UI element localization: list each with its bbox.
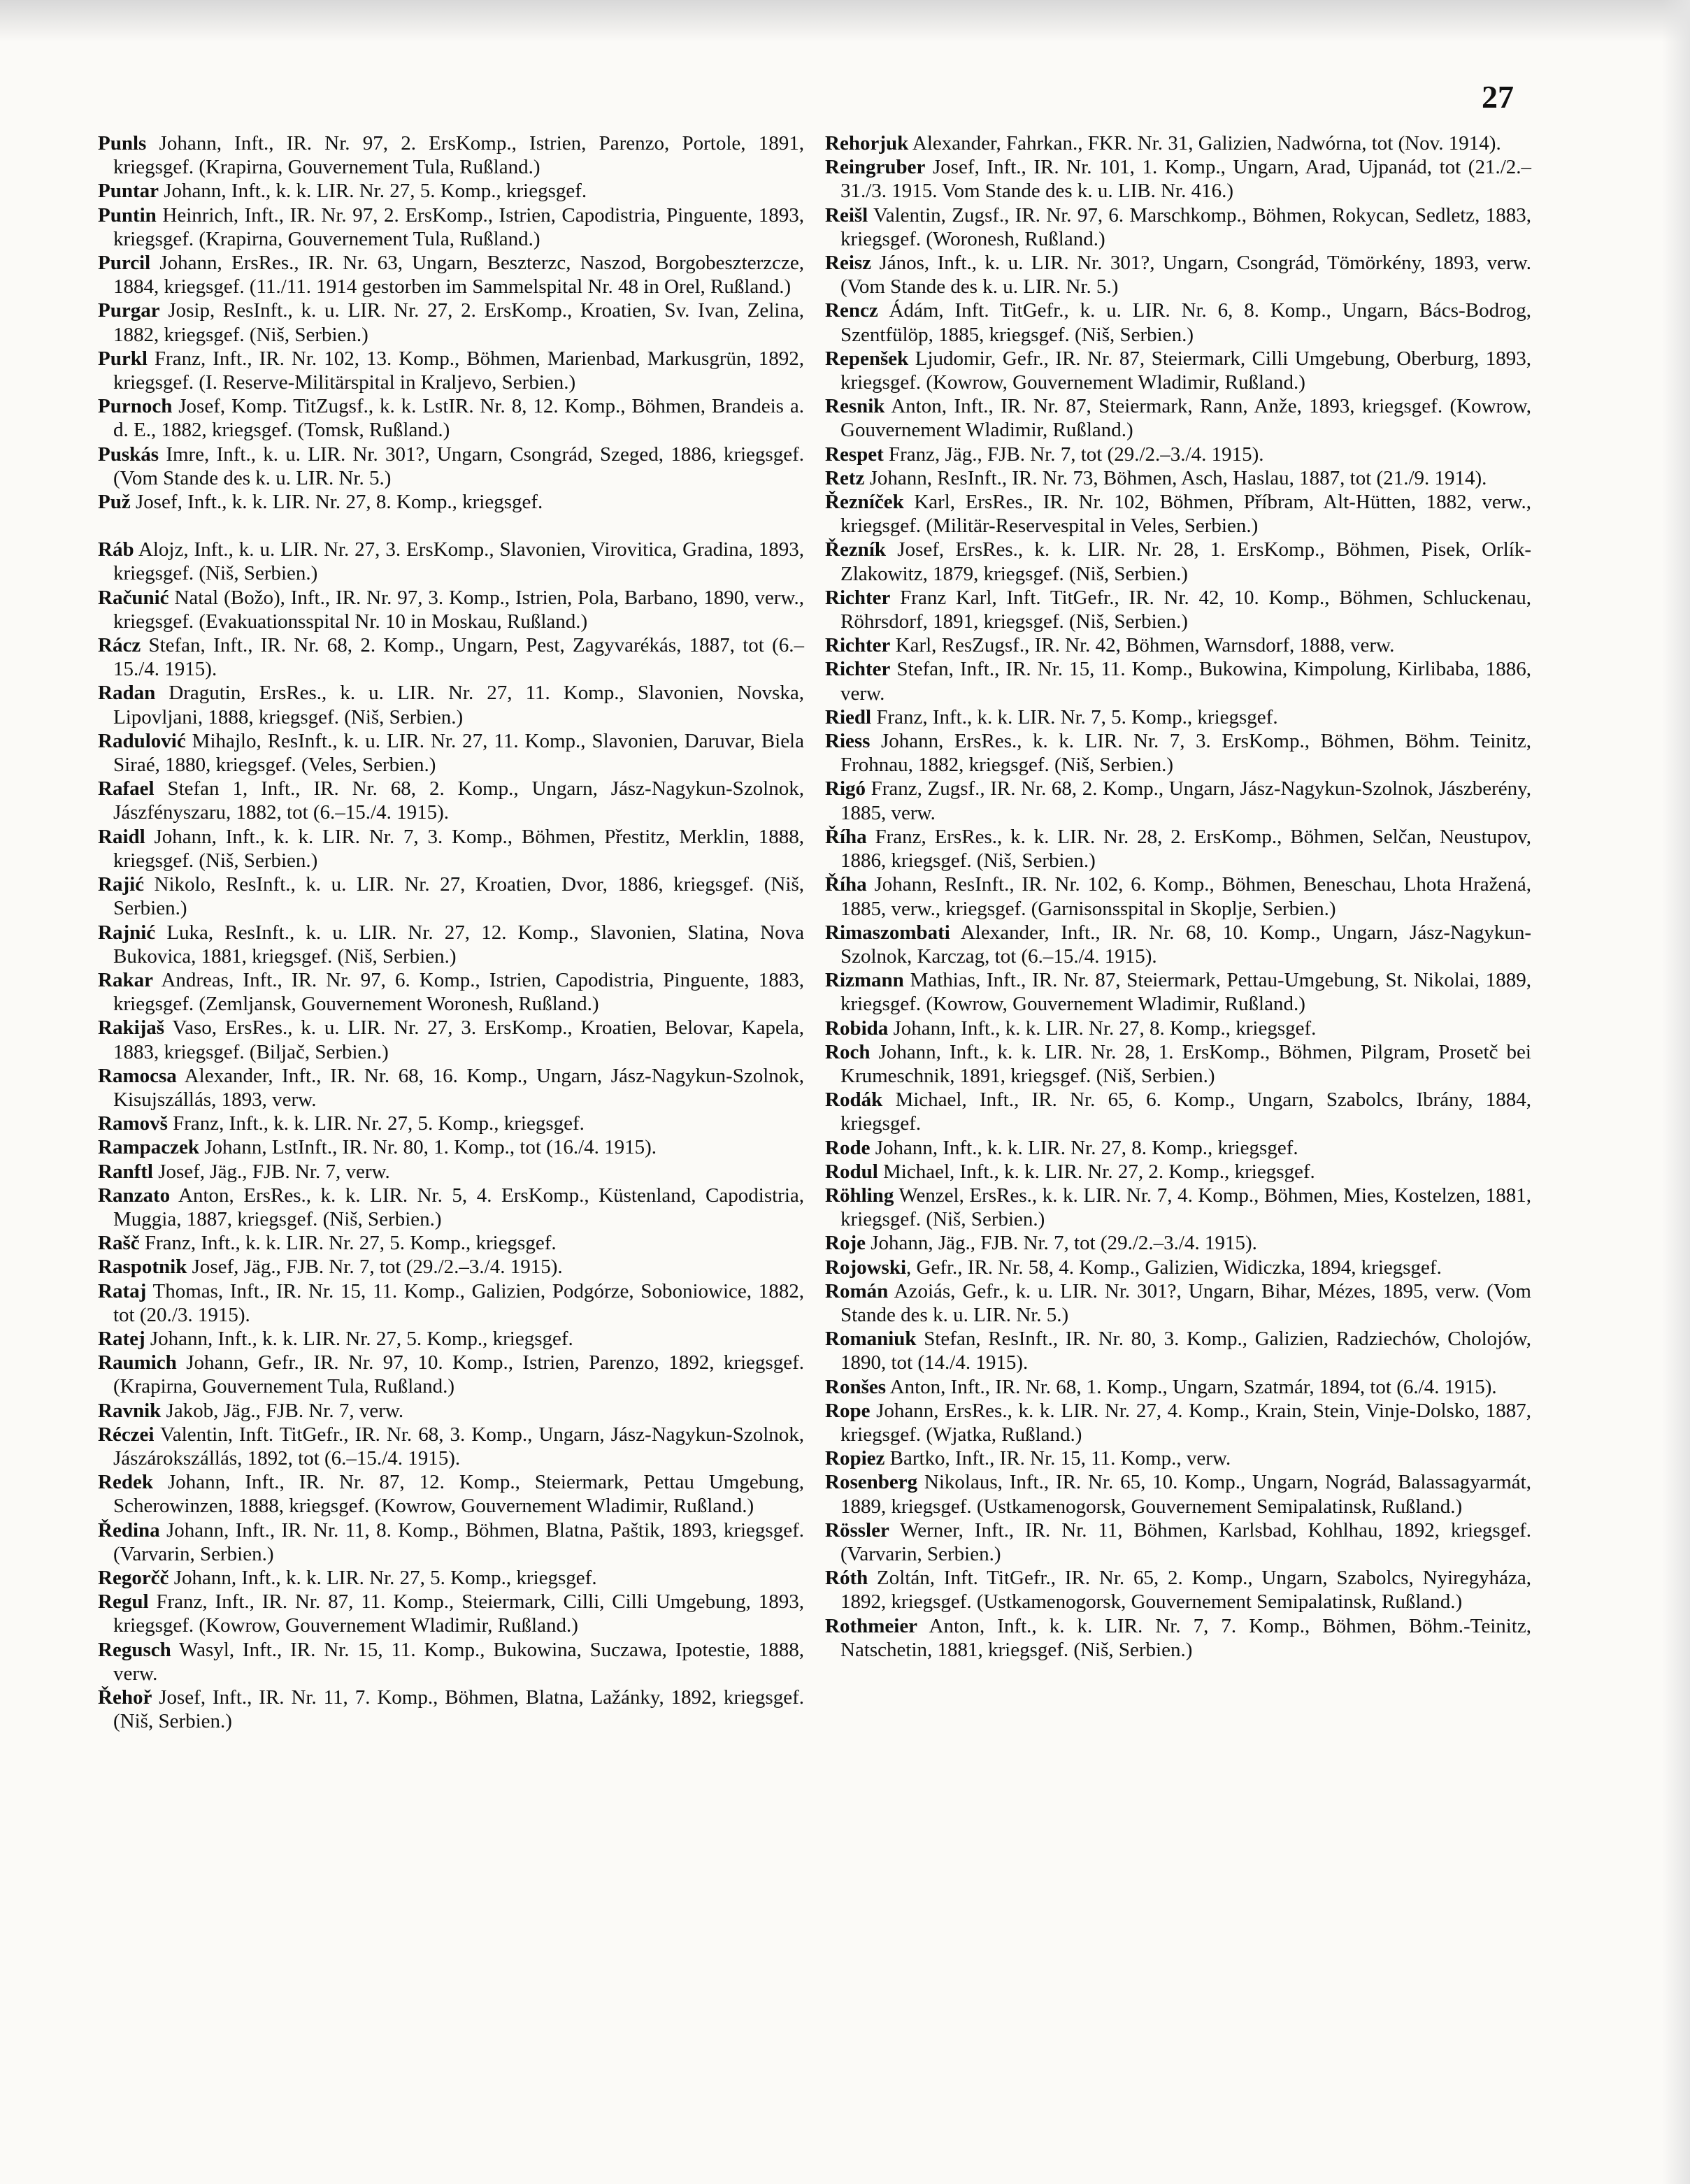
- page-number: 27: [1482, 79, 1514, 115]
- entry-details: Dragutin, ErsRes., k. u. LIR. Nr. 27, 11. Komp., Slavonien, Novska, Lipovljani, 1888, kriegsgef. (Niš, Serbien.): [113, 682, 804, 728]
- register-entry: [825, 657, 1531, 705]
- entry-details: Andreas, Inft., IR. Nr. 97, 6. Komp., Istrien, Capodistria, Pinguente, 1883, kriegsgef. (Zemljansk, Gouvernement Woronesh, Rußland.): [113, 968, 804, 1016]
- register-entry: [825, 1231, 1531, 1255]
- entry-surname: Regorčč: [98, 1566, 169, 1589]
- entry-details: Franz, Inft., k. k. LIR. Nr. 27, 5. Komp., kriegsgef.: [139, 1232, 557, 1255]
- entry-surname: Ravnik: [98, 1399, 162, 1422]
- entry-surname: Rössler: [825, 1518, 889, 1542]
- entry-surname: Rafael: [98, 777, 155, 800]
- register-entry: [98, 347, 804, 394]
- entry-surname: Respet: [825, 443, 884, 466]
- entry-surname: Purnoch: [98, 395, 173, 418]
- register-entry: [825, 1160, 1531, 1184]
- register-entry: [825, 1518, 1531, 1566]
- entry-surname: Řehoř: [98, 1686, 152, 1709]
- entry-details: Franz, Inft., k. k. LIR. Nr. 27, 5. Komp., kriegsgef.: [167, 1112, 585, 1135]
- entry-details: Luka, ResInft., k. u. LIR. Nr. 27, 12. Komp., Slavonien, Slatina, Nova Bukovica, 1881, kriegsgef. (Niš, Serbien.): [113, 921, 804, 968]
- entry-details: Alojz, Inft., k. u. LIR. Nr. 27, 3. ErsKomp., Slavonien, Virovitica, Gradina, 1893, kriegsgef. (Niš, Serbien.): [113, 538, 804, 585]
- entry-surname: Puntar: [98, 180, 159, 203]
- entry-surname: Purgar: [98, 299, 160, 322]
- entry-details: Karl, ErsRes., IR. Nr. 102, Böhmen, Příbram, Alt-Hütten, 1882, verw., kriegsgef. (Militär-Reservespital in Veles, Serbien.): [840, 491, 1531, 538]
- entry-details: Josef, ErsRes., k. k. LIR. Nr. 28, 1. ErsKomp., Böhmen, Pisek, Orlík-Zlakowitz, 1879, kriegsgef. (Niš, Serbien.): [840, 538, 1531, 585]
- entry-surname: Róth: [825, 1567, 868, 1590]
- entry-details: Johann, ErsRes., k. k. LIR. Nr. 7, 3. ErsKomp., Böhmen, Böhm. Teinitz, Frohnau, 1882, kriegsgef. (Niš, Serbien.): [840, 730, 1531, 777]
- register-entry: [825, 1566, 1531, 1614]
- entry-details: Johann, LstInft., IR. Nr. 80, 1. Komp., tot (16./4. 1915).: [199, 1136, 657, 1159]
- entry-surname: Reišl: [825, 203, 868, 227]
- entry-details: Thomas, Inft., IR. Nr. 15, 11. Komp., Galizien, Podgórze, Soboniowice, 1882, tot (20./3. 1915).: [113, 1279, 804, 1326]
- entry-details: Johann, Inft., IR. Nr. 87, 12. Komp., Steiermark, Pettau Umgebung, Scherowinzen, 1888, kriegsgef. (Kowrow, Gouvernement Wladimir, Rußland.): [113, 1471, 804, 1518]
- register-entry: [825, 705, 1531, 729]
- scan-top-shadow: [0, 0, 1690, 42]
- entry-surname: Rakar: [98, 968, 153, 991]
- register-entry: [98, 394, 804, 442]
- register-entry: [98, 1184, 804, 1231]
- entry-details: Johann, ErsRes., k. k. LIR. Nr. 27, 4. Komp., Krain, Stein, Vinje-Dolsko, 1887, kriegsgef. (Wjatka, Rußland.): [840, 1399, 1531, 1446]
- register-entry: [825, 777, 1531, 824]
- register-entry: [825, 490, 1531, 538]
- register-entry: [825, 1614, 1531, 1662]
- entry-details: Jakob, Jäg., FJB. Nr. 7, verw.: [161, 1399, 404, 1422]
- register-entry: [98, 1686, 804, 1733]
- entry-surname: Roje: [825, 1232, 866, 1255]
- entry-surname: Repenšek: [825, 347, 909, 370]
- entry-details: Josef, Jäg., FJB. Nr. 7, verw.: [152, 1160, 390, 1183]
- register-entry: [98, 825, 804, 872]
- entry-surname: Roch: [825, 1040, 871, 1063]
- entry-details: Valentin, Zugsf., IR. Nr. 97, 6. Marschkomp., Böhmen, Rokycan, Sedletz, 1883, kriegsgef. (Woronesh, Rußland.): [840, 203, 1531, 250]
- entry-details: Michael, Inft., IR. Nr. 65, 6. Komp., Ungarn, Szabolcs, Ibrány, 1884, kriegsgef.: [840, 1089, 1531, 1135]
- entry-details: Johann, Inft., IR. Nr. 11, 8. Komp., Böhmen, Blatna, Paštik, 1893, kriegsgef. (Varvarin, Serbien.): [113, 1518, 804, 1565]
- register-entry: [825, 586, 1531, 633]
- entry-surname: Rigó: [825, 777, 866, 800]
- entry-surname: Richter: [825, 658, 891, 681]
- register-entry: [98, 1064, 804, 1112]
- entry-surname: Redek: [98, 1471, 153, 1494]
- entry-details: Johann, Inft., k. k. LIR. Nr. 27, 5. Komp., kriegsgef.: [169, 1566, 597, 1589]
- register-entry: [825, 872, 1531, 920]
- entry-surname: Román: [825, 1279, 889, 1302]
- entry-surname: Říha: [825, 825, 867, 848]
- entry-details: Mihajlo, ResInft., k. u. LIR. Nr. 27, 11. Komp., Slavonien, Daruvar, Biela Siraé, 1880, kriegsgef. (Veles, Serbien.): [113, 729, 804, 777]
- register-entry: [825, 347, 1531, 394]
- register-entry: [825, 1470, 1531, 1518]
- register-entry: [98, 1518, 804, 1566]
- register-entry: [825, 1088, 1531, 1135]
- entry-surname: Rehorjuk: [825, 132, 909, 155]
- register-entry: [98, 1638, 804, 1686]
- register-entry: [98, 443, 804, 490]
- entry-surname: Říha: [825, 873, 867, 896]
- entry-details: Franz, Zugsf., IR. Nr. 68, 2. Komp., Ungarn, Jász-Nagykun-Szolnok, Jászberény, 1885, verw.: [840, 777, 1531, 824]
- register-entry: [98, 1160, 804, 1184]
- entry-details: Stefan, ResInft., IR. Nr. 80, 3. Komp., Galizien, Radziechów, Cholojów, 1890, tot (14./4. 1915).: [840, 1328, 1531, 1374]
- register-entry: [98, 251, 804, 299]
- entry-surname: Resnik: [825, 395, 885, 418]
- entry-surname: Rakijaš: [98, 1016, 165, 1040]
- entry-details: Josef, Inft., IR. Nr. 11, 7. Komp., Böhmen, Blatna, Lažánky, 1892, kriegsgef. (Niš, Serbien.): [113, 1686, 804, 1733]
- entry-details: Nikolo, ResInft., k. u. LIR. Nr. 27, Kroatien, Dvor, 1886, kriegsgef. (Niš, Serbien.): [113, 873, 804, 920]
- register-entry: [98, 490, 804, 514]
- register-entry: [98, 1112, 804, 1135]
- entry-surname: Riess: [825, 730, 871, 753]
- register-entry: [825, 251, 1531, 299]
- entry-surname: Rašč: [98, 1232, 140, 1255]
- register-entry: [825, 299, 1531, 346]
- register-entry: [825, 155, 1531, 203]
- entry-surname: Réczei: [98, 1423, 155, 1446]
- register-entry: [825, 131, 1531, 155]
- entry-surname: Ronšes: [825, 1375, 887, 1398]
- entry-surname: Řezníček: [825, 491, 904, 514]
- entry-surname: Romaniuk: [825, 1328, 917, 1351]
- register-entry: [825, 1399, 1531, 1446]
- entry-details: Josip, ResInft., k. u. LIR. Nr. 27, 2. ErsKomp., Kroatien, Sv. Ivan, Zelina, 1882, kriegsgef. (Niš, Serbien.): [113, 299, 804, 346]
- entry-surname: Radulović: [98, 729, 186, 752]
- entry-details: Josef, Inft., k. k. LIR. Nr. 27, 8. Komp., kriegsgef.: [130, 491, 543, 514]
- entry-surname: Rosenberg: [825, 1471, 918, 1494]
- register-entry: [825, 538, 1531, 585]
- entry-details: Alexander, Inft., IR. Nr. 68, 10. Komp., Ungarn, Jász-Nagykun-Szolnok, Karczag, tot (6.–15./4. 1915).: [840, 921, 1531, 968]
- entry-details: Johann, Inft., k. k. LIR. Nr. 27, 8. Komp., kriegsgef.: [888, 1016, 1317, 1040]
- register-entry: [98, 681, 804, 728]
- entry-surname: Rojowski: [825, 1256, 907, 1279]
- register-entry: [825, 1136, 1531, 1160]
- register-entry: [825, 394, 1531, 442]
- register-entry: [825, 1184, 1531, 1231]
- entry-surname: Richter: [825, 634, 891, 657]
- register-entry: [825, 1256, 1531, 1279]
- entry-details: Karl, ResZugsf., IR. Nr. 42, Böhmen, Warnsdorf, 1888, verw.: [890, 634, 1395, 657]
- entry-surname: Raumich: [98, 1351, 177, 1374]
- entry-details: János, Inft., k. u. LIR. Nr. 301?, Ungarn, Csongrád, Tömörkény, 1893, verw. (Vom Stande des k. u. LIR. Nr. 5.): [840, 252, 1531, 299]
- entry-surname: Ramovš: [98, 1112, 168, 1135]
- entry-details: Stefan, Inft., IR. Nr. 68, 2. Komp., Ungarn, Pest, Zagyvarékás, 1887, tot (6.–15./4. 1915).: [113, 634, 804, 681]
- scan-right-shadow: [1662, 0, 1690, 2184]
- entry-details: Anton, ErsRes., k. k. LIR. Nr. 5, 4. ErsKomp., Küstenland, Capodistria, Muggia, 1887, kriegsgef. (Niš, Serbien.): [113, 1184, 804, 1230]
- register-entry: [98, 1279, 804, 1327]
- entry-details: Vaso, ErsRes., k. u. LIR. Nr. 27, 3. ErsKomp., Kroatien, Belovar, Kapela, 1883, kriegsgef. (Biljač, Serbien.): [113, 1016, 804, 1063]
- entry-details: Bartko, Inft., IR. Nr. 15, 11. Komp., verw.: [885, 1447, 1231, 1470]
- register-entry: [98, 299, 804, 346]
- entry-surname: Riedl: [825, 705, 872, 728]
- entry-surname: Rácz: [98, 634, 141, 657]
- register-entry: [98, 968, 804, 1016]
- entry-surname: Reingruber: [825, 156, 926, 179]
- entry-details: Johann, Inft., k. k. LIR. Nr. 27, 5. Komp., kriegsgef.: [159, 180, 587, 203]
- left-column: [98, 131, 804, 1733]
- entry-details: Johann, Inft., k. k. LIR. Nr. 7, 3. Komp., Böhmen, Přestitz, Merklin, 1888, kriegsgef. (Niš, Serbien.): [113, 825, 804, 872]
- entry-surname: Raidl: [98, 825, 145, 848]
- entry-surname: Rodul: [825, 1160, 878, 1183]
- entry-details: Mathias, Inft., IR. Nr. 87, Steiermark, Pettau-Umgebung, St. Nikolai, 1889, kriegsgef. (Kowrow, Gouvernement Wladimir, Rußland.): [840, 969, 1531, 1016]
- register-entry: [825, 921, 1531, 968]
- register-entry: [98, 1470, 804, 1518]
- entry-surname: Regusch: [98, 1638, 171, 1661]
- entry-surname: Rataj: [98, 1279, 147, 1302]
- register-entry: [98, 1255, 804, 1279]
- entry-details: Johann, Inft., k. k. LIR. Nr. 27, 5. Komp., kriegsgef.: [145, 1327, 573, 1350]
- entry-surname: Rampaczek: [98, 1136, 199, 1159]
- register-entry: [825, 1040, 1531, 1088]
- entry-details: Michael, Inft., k. k. LIR. Nr. 27, 2. Komp., kriegsgef.: [878, 1160, 1315, 1183]
- entry-details: Imre, Inft., k. u. LIR. Nr. 301?, Ungarn, Csongrád, Szeged, 1886, kriegsgef. (Vom Stande des k. u. LIR. Nr. 5.): [113, 443, 804, 489]
- register-entry: [98, 777, 804, 824]
- entry-details: Azoiás, Gefr., k. u. LIR. Nr. 301?, Ungarn, Bihar, Mézes, 1895, verw. (Vom Stande des k. u. LIR. Nr. 5.): [840, 1279, 1531, 1326]
- entry-surname: Puž: [98, 491, 131, 514]
- register-entry: [825, 1016, 1531, 1040]
- register-entry: [98, 586, 804, 633]
- entry-surname: Ranftl: [98, 1160, 153, 1183]
- entry-surname: Řezník: [825, 538, 886, 561]
- entry-surname: Rimaszombati: [825, 921, 950, 944]
- entry-details: Franz, ErsRes., k. k. LIR. Nr. 28, 2. ErsKomp., Böhmen, Selčan, Neustupov, 1886, kriegsgef. (Niš, Serbien.): [840, 825, 1531, 872]
- entry-details: Anton, Inft., k. k. LIR. Nr. 7, 7. Komp., Böhmen, Böhm.-Teinitz, Natschetin, 1881, kriegsgef. (Niš, Serbien.): [840, 1614, 1531, 1661]
- entry-details: Wenzel, ErsRes., k. k. LIR. Nr. 7, 4. Komp., Böhmen, Mies, Kostelzen, 1881, kriegsgef. (Niš, Serbien.): [840, 1184, 1531, 1231]
- register-entry: [98, 538, 804, 585]
- register-entry: [98, 1590, 804, 1637]
- register-entry: [98, 921, 804, 968]
- entry-details: Josef, Komp. TitZugsf., k. k. LstIR. Nr. 8, 12. Komp., Böhmen, Brandeis a. d. E., 1882, kriegsgef. (Tomsk, Rußland.): [113, 395, 804, 442]
- entry-details: Anton, Inft., IR. Nr. 87, Steiermark, Rann, Anže, 1893, kriegsgef. (Kowrow, Gouvernement Wladimir, Rußland.): [840, 395, 1531, 442]
- entry-details: Franz, Inft., k. k. LIR. Nr. 7, 5. Komp., kriegsgef.: [871, 705, 1278, 728]
- entry-surname: Rode: [825, 1136, 871, 1159]
- register-entry: [98, 1231, 804, 1255]
- register-entry: [825, 1446, 1531, 1470]
- register-entry: [825, 1279, 1531, 1327]
- register-entry: [98, 131, 804, 179]
- entry-details: Anton, Inft., IR. Nr. 68, 1. Komp., Ungarn, Szatmár, 1894, tot (6./4. 1915).: [886, 1375, 1497, 1398]
- register-entry: [825, 1327, 1531, 1374]
- entry-details: Werner, Inft., IR. Nr. 11, Böhmen, Karlsbad, Kohlhau, 1892, kriegsgef. (Varvarin, Serbien.): [840, 1518, 1531, 1565]
- entry-surname: Ráb: [98, 538, 134, 561]
- register-entry: [825, 825, 1531, 872]
- entry-surname: Puntin: [98, 203, 157, 227]
- entry-details: Alexander, Fahrkan., FKR. Nr. 31, Galizien, Nadwórna, tot (Nov. 1914).: [908, 132, 1501, 155]
- entry-surname: Rencz: [825, 299, 878, 322]
- entry-details: Wasyl, Inft., IR. Nr. 15, 11. Komp., Bukowina, Suczawa, Ipotestie, 1888, verw.: [113, 1638, 804, 1685]
- entry-details: Franz, Jäg., FJB. Nr. 7, tot (29./2.–3./4. 1915).: [883, 443, 1264, 466]
- entry-surname: Reisz: [825, 252, 872, 275]
- entry-surname: Radan: [98, 682, 156, 705]
- register-entry: [98, 1399, 804, 1423]
- register-entry: [825, 633, 1531, 657]
- entry-details: Ljudomir, Gefr., IR. Nr. 87, Steiermark, Cilli Umgebung, Oberburg, 1893, kriegsgef. (Kowrow, Gouvernement Wladimir, Rußland.): [840, 347, 1531, 394]
- entry-details: Johann, Inft., IR. Nr. 97, 2. ErsKomp., Istrien, Parenzo, Portole, 1891, kriegsgef. (Krapirna, Gouvernement Tula, Rußland.): [113, 132, 804, 179]
- entry-details: Stefan, Inft., IR. Nr. 15, 11. Komp., Bukowina, Kimpolung, Kirlibaba, 1886, verw.: [840, 658, 1531, 705]
- entry-surname: Ředina: [98, 1518, 160, 1542]
- entry-surname: Rajnić: [98, 921, 156, 944]
- entry-details: Franz, Inft., IR. Nr. 87, 11. Komp., Steiermark, Cilli, Cilli Umgebung, 1893, kriegsgef. (Kowrow, Gouvernement Wladimir, Rußland.): [113, 1590, 804, 1637]
- entry-surname: Ratej: [98, 1327, 145, 1350]
- entry-details: Alexander, Inft., IR. Nr. 68, 16. Komp., Ungarn, Jász-Nagykun-Szolnok, Kisujszállás, 1893, verw.: [113, 1064, 804, 1111]
- register-entry: [825, 729, 1531, 777]
- register-entry: [825, 466, 1531, 490]
- entry-surname: Rodák: [825, 1089, 883, 1112]
- entry-surname: Puskás: [98, 443, 159, 466]
- register-entry: [98, 729, 804, 777]
- register-entry: [98, 1423, 804, 1470]
- entry-details: Johann, ResInft., IR. Nr. 73, Böhmen, Asch, Haslau, 1887, tot (21./9. 1914).: [864, 466, 1487, 489]
- entry-details: Franz Karl, Inft. TitGefr., IR. Nr. 42, 10. Komp., Böhmen, Schluckenau, Röhrsdorf, 1891, kriegsgef. (Niš, Serbien.): [840, 586, 1531, 633]
- entry-details: Zoltán, Inft. TitGefr., IR. Nr. 65, 2. Komp., Ungarn, Szabolcs, Nyiregyháza, 1892, kriegsgef. (Ustkamenogorsk, Gouvernement Semipalatinsk, Rußland.): [840, 1567, 1531, 1614]
- register-entry: [98, 1135, 804, 1159]
- entry-details: Stefan 1, Inft., IR. Nr. 68, 2. Komp., Ungarn, Jász-Nagykun-Szolnok, Jászfényszaru, 1882, tot (6.–15./4. 1915).: [113, 777, 804, 824]
- register-entry: [825, 968, 1531, 1016]
- entry-details: Ádám, Inft. TitGefr., k. u. LIR. Nr. 6, 8. Komp., Ungarn, Bács-Bodrog, Szentfülöp, 1885, kriegsgef. (Niš, Serbien.): [840, 299, 1531, 346]
- register-entry: [98, 872, 804, 920]
- entry-details: Natal (Božo), Inft., IR. Nr. 97, 3. Komp., Istrien, Pola, Barbano, 1890, verw., kriegsgef. (Evakuationsspital Nr. 10 in Moskau, Rußland.): [113, 586, 804, 633]
- entry-surname: Rajić: [98, 873, 145, 896]
- register-entry: [98, 179, 804, 203]
- entry-details: Valentin, Inft. TitGefr., IR. Nr. 68, 3. Komp., Ungarn, Jász-Nagykun-Szolnok, Jászárokszállás, 1892, tot (6.–15./4. 1915).: [113, 1423, 804, 1470]
- entry-surname: Röhling: [825, 1184, 894, 1207]
- right-column: [825, 131, 1531, 1662]
- entry-surname: Richter: [825, 586, 891, 609]
- entry-surname: Retz: [825, 466, 865, 489]
- entry-details: Johann, Jäg., FJB. Nr. 7, tot (29./2.–3./4. 1915).: [865, 1232, 1257, 1255]
- register-entry: [98, 633, 804, 681]
- register-entry: [98, 1351, 804, 1398]
- register-entry: [98, 1566, 804, 1590]
- entry-surname: Ramocsa: [98, 1064, 177, 1087]
- entry-surname: Rizmann: [825, 969, 904, 992]
- entry-surname: Robida: [825, 1016, 889, 1040]
- entry-surname: Računić: [98, 586, 169, 609]
- entry-details: Nikolaus, Inft., IR. Nr. 65, 10. Komp., Ungarn, Nográd, Balassagyarmát, 1889, kriegsgef. (Ustkamenogorsk, Gouvernement Semipalatinsk, Rußland.): [840, 1471, 1531, 1518]
- register-entry: [98, 1327, 804, 1351]
- register-entry: [825, 1375, 1531, 1399]
- entry-surname: Punls: [98, 132, 147, 155]
- entry-details: Johann, ErsRes., IR. Nr. 63, Ungarn, Beszterzc, Naszod, Borgobeszterzcze, 1884, kriegsgef. (11./11. 1914 gestorben im Sammelspital Nr. 48 in Orel, Rußland.): [113, 252, 804, 299]
- entry-surname: Rothmeier: [825, 1614, 918, 1637]
- entry-surname: Rope: [825, 1399, 871, 1422]
- entry-surname: Purcil: [98, 252, 151, 275]
- entry-details: Heinrich, Inft., IR. Nr. 97, 2. ErsKomp., Istrien, Capodistria, Pinguente, 1893, kriegsgef. (Krapirna, Gouvernement Tula, Rußland.): [113, 203, 804, 250]
- entry-details: Johann, Gefr., IR. Nr. 97, 10. Komp., Istrien, Parenzo, 1892, kriegsgef. (Krapirna, Gouvernement Tula, Rußland.): [113, 1351, 804, 1398]
- register-entry: [825, 443, 1531, 466]
- entry-surname: Ranzato: [98, 1184, 171, 1207]
- entry-details: Josef, Jäg., FJB. Nr. 7, tot (29./2.–3./4. 1915).: [187, 1256, 563, 1279]
- register-entry: [825, 203, 1531, 251]
- entry-surname: Purkl: [98, 347, 148, 370]
- entry-details: Franz, Inft., IR. Nr. 102, 13. Komp., Böhmen, Marienbad, Markusgrün, 1892, kriegsgef. (I. Reserve-Militärspital in Kraljevo, Serbien.): [113, 347, 804, 394]
- entry-details: Johann, Inft., k. k. LIR. Nr. 28, 1. ErsKomp., Böhmen, Pilgram, Prosetč bei Krumeschnik, 1891, kriegsgef. (Niš, Serbien.): [840, 1040, 1531, 1087]
- register-entry: [98, 1016, 804, 1063]
- register-entry: [98, 203, 804, 251]
- entry-surname: Raspotnik: [98, 1256, 187, 1279]
- entry-details: , Gefr., IR. Nr. 58, 4. Komp., Galizien, Widiczka, 1894, kriegsgef.: [906, 1256, 1442, 1279]
- entry-details: Johann, ResInft., IR. Nr. 102, 6. Komp., Böhmen, Beneschau, Lhota Hražená, 1885, verw., kriegsgef. (Garnisonsspital in Skoplje, Serbien.): [840, 873, 1531, 920]
- entry-details: Josef, Inft., IR. Nr. 101, 1. Komp., Ungarn, Arad, Ujpanád, tot (21./2.–31./3. 1915. Vom Stande des k. u. LIB. Nr. 416.): [840, 156, 1531, 203]
- entry-surname: Regul: [98, 1590, 149, 1614]
- entry-details: Johann, Inft., k. k. LIR. Nr. 27, 8. Komp., kriegsgef.: [870, 1136, 1298, 1159]
- entry-surname: Ropiez: [825, 1447, 885, 1470]
